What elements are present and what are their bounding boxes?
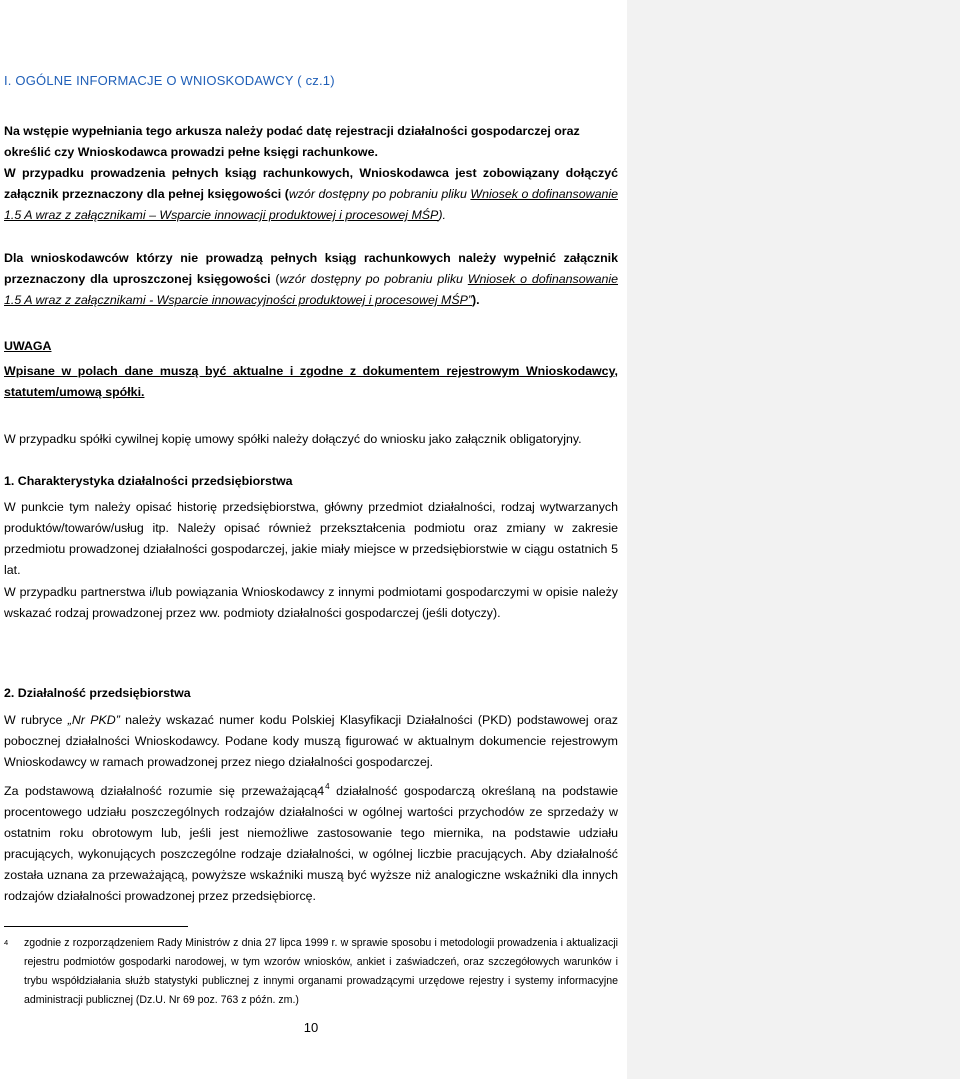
intro-p2-end: ). (438, 208, 446, 222)
comment-sidebar (627, 0, 960, 1079)
section-2-title: 2. Działalność przedsiębiorstwa (4, 686, 191, 700)
s2-p2-lead: Za podstawową działalność rozumie się przeważającą4 (4, 784, 325, 798)
s2-p1-lead: W rubryce (4, 713, 68, 727)
s2-p1-rest: należy wskazać numer kodu Polskiej Klasyfikacji Działalności (PKD) podstawowej oraz pobocznej działalności Wnioskodawcy. Podane kody muszą figurować w aktualnym dokumencie rejestrowym Wnioskodawcy w ramach prowadzonej przez niego działalności gospodarczej. (4, 713, 619, 769)
section-1-paragraph-2: W przypadku partnerstwa i/lub powiązania Wnioskodawcy z innymi podmiotami gospodarczymi w opisie należy wskazać rodzaj prowadzonej przez ww. podmioty działalności gospodarczej (jeśli dotyczy). (4, 585, 618, 620)
intro-p3-lead: Dla wnioskodawców którzy nie prowadzą pełnych ksiąg rachunkowych należy wypełnić załącznik przeznaczony dla uproszczonej księgowości (4, 251, 618, 286)
intro-p3-file-link[interactable]: Wniosek o dofinansowanie 1.5 A wraz z załącznikami - Wsparcie innowacyjności produktowej i procesowej MŚP” (4, 272, 619, 307)
intro-p2-lead: W przypadku prowadzenia pełnych ksiąg rachunkowych, Wnioskodawca jest zobowiązany dołączyć załącznik przeznaczony dla pełnej księgowości ( (4, 166, 618, 201)
page-number: 10 (303, 1020, 319, 1035)
intro-p2-file-link[interactable]: Wniosek o dofinansowanie 1.5 A wraz z załącznikami – Wsparcie innowacji produktowej i procesowej MŚP (4, 187, 618, 222)
footnote-reference[interactable]: 4 (325, 782, 330, 791)
intro-p2-italic: wzór dostępny po pobraniu pliku (288, 187, 471, 201)
section-2-paragraph-1 (4, 710, 618, 773)
intro-p3-paren: ( (270, 272, 280, 286)
intro-paragraph-2 (4, 163, 618, 226)
s2-p2-rest: działalność gospodarczą określaną na podstawie procentowego udziału poszczególnych rodzajów działalności w ogólnej wartości przychodów ze sprzedaży w ostatnim roku obrotowym lub, jeśli jest niemożliwe zastosowanie tego miernika, na podstawie udziału pracujących, wykonujących poszczególne rodzaje działalności, w ogólnej liczbie pracujących. Aby działalność została uznana za przeważającą, powyższe wskaźniki muszą być wyższe niż analogiczne wskaźniki dla innych rodzajów działalności prowadzonej przez przedsiębiorcę. (4, 784, 618, 903)
footnote-text: zgodnie z rozporządzeniem Rady Ministrów z dnia 27 lipca 1999 r. w sprawie sposobu i metodologii prowadzenia i aktualizacji rejestru podmiotów gospodarki narodowej, w tym wzorów wniosków, ankiet i zaświadczeń, oraz szczegółowych warunków i trybu współdziałania służb statystyki publicznej z innymi organami prowadzącymi urzędowe rejestry i systemy informacyjne administracji publicznej (Dz.U. Nr 69 poz. 763 z późn. zm.) (24, 937, 618, 1006)
uwaga-title: UWAGA (4, 339, 52, 353)
civil-partnership-note: W przypadku spółki cywilnej kopię umowy spółki należy dołączyć do wniosku jako załącznik obligatoryjny. (4, 432, 582, 446)
section-1-paragraph-1: W punkcie tym należy opisać historię przedsiębiorstwa, główny przedmiot działalności, rodzaj wytwarzanych produktów/towarów/usług itp. Należy opisać również przekształcenia podmiotu oraz zmiany w zakresie przedmiotu prowadzonej działalności gospodarczej, jakie miały miejsce w przedsiębiorstwie w ciągu ostatnich 5 lat. (4, 500, 618, 577)
footnote-mark: 4 (4, 938, 9, 947)
intro-paragraph-3 (4, 248, 618, 311)
section-1-title: 1. Charakterystyka działalności przedsiębiorstwa (4, 474, 293, 488)
footnote (4, 934, 618, 1010)
uwaga-text: Wpisane w polach dane muszą być aktualne i zgodne z dokumentem rejestrowym Wnioskodawcy, statutem/umową spółki. (4, 364, 618, 399)
intro-p3-end: ). (472, 293, 480, 307)
section-heading: I. OGÓLNE INFORMACJE O WNIOSKODAWCY ( cz.1) (4, 73, 335, 88)
s2-p1-pkd-label: „Nr PKD” (67, 713, 120, 727)
intro-paragraph-1: Na wstępie wypełniania tego arkusza należy podać datę rejestracji działalności gospodarczej oraz określić czy Wnioskodawca prowadzi pełne księgi rachunkowe. (4, 124, 580, 159)
section-2-paragraph-2 (4, 776, 618, 907)
intro-p3-italic: wzór dostępny po pobraniu pliku (279, 272, 468, 286)
footnote-separator (4, 926, 188, 927)
